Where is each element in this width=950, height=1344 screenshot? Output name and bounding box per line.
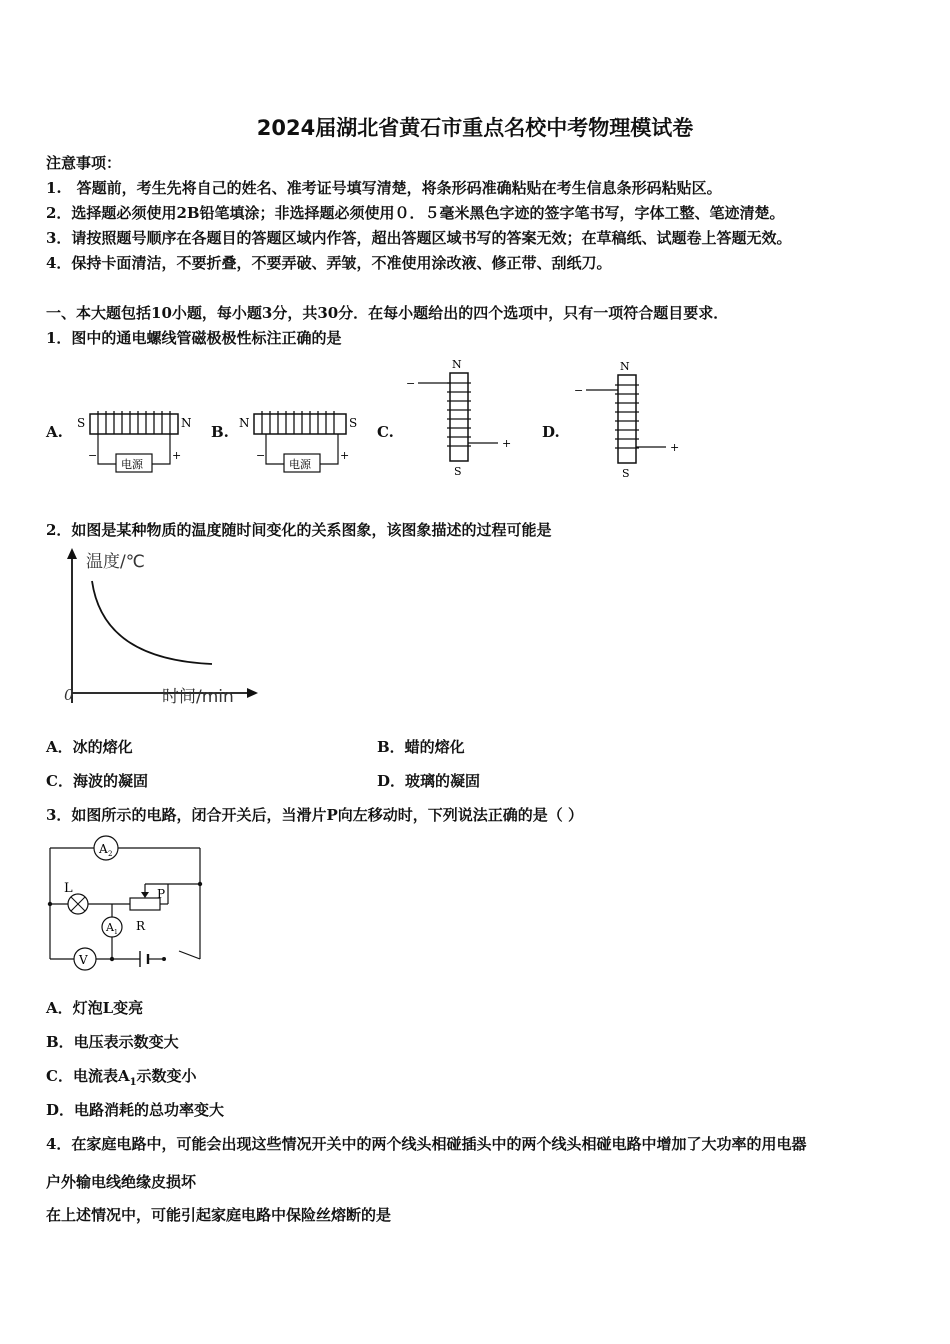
q1-b-minus: − <box>256 449 266 462</box>
q3-option-a: A．灯泡L变亮 <box>46 999 144 1017</box>
notice-item-2: 2．选择题必须使用2B铅笔填涂；非选择题必须使用０．５毫米黑色字迹的签字笔书写，字体工整、笔迹清楚。 <box>46 204 785 222</box>
q1-a-pole-left: S <box>77 416 86 430</box>
q3-option-c: C．电流表$A_1$示数变小 <box>46 1067 197 1088</box>
q1-d-plus: + <box>670 441 680 454</box>
q1-d-pole-bottom: S <box>622 467 630 480</box>
q3-circuit-diagram <box>44 834 214 974</box>
q1-d-minus: − <box>574 384 584 397</box>
q3-voltmeter-label: V <box>79 953 88 967</box>
q1-a-plus: + <box>172 449 182 462</box>
q1-a-minus: − <box>88 449 98 462</box>
q3-slider-label: P <box>157 887 166 901</box>
q1-c-plus: + <box>502 437 512 450</box>
q1-b-pole-left: N <box>239 416 250 430</box>
q1-b-plus: + <box>340 449 350 462</box>
page-title: 2024届湖北省黄石市重点名校中考物理模试卷 <box>256 116 694 140</box>
q1-option-a-label: A. <box>46 423 63 441</box>
q1-b-pole-right: S <box>349 416 358 430</box>
q2-temperature-graph <box>44 545 264 713</box>
q2-option-a: A．冰的熔化 <box>46 738 133 756</box>
q2-ylabel: 温度/℃ <box>86 552 145 572</box>
q2-curve <box>92 581 212 664</box>
q2-option-b: B．蜡的熔化 <box>377 738 465 756</box>
q3-a1-sub: 1 <box>114 929 118 936</box>
q1-c-pole-top: N <box>452 358 462 371</box>
q1-c-minus: − <box>406 377 416 390</box>
q1-d-pole-top: N <box>620 360 630 373</box>
q1-figure-c <box>400 355 520 480</box>
q3-a2-sub: 2 <box>108 850 113 858</box>
q3-option-d: D．电路消耗的总功率变大 <box>46 1101 225 1119</box>
q1-a-power: 电源 <box>121 458 143 471</box>
q1-figure-d <box>568 357 688 482</box>
q1-option-b-label: B. <box>211 423 229 441</box>
q2-origin: 0 <box>64 686 74 704</box>
q2-xlabel: 时间/min <box>162 687 234 707</box>
q2-stem: 2．如图是某种物质的温度随时间变化的关系图象，该图象描述的过程可能是 <box>46 521 552 539</box>
q3-resistor-label: R <box>136 919 146 933</box>
q3-stem: 3．如图所示的电路，闭合开关后，当滑片P向左移动时，下列说法正确的是（ ） <box>46 806 583 824</box>
q4-stem-line2: 户外输电线绝缘皮损坏 <box>46 1173 197 1191</box>
q1-option-c-label: C. <box>377 423 394 441</box>
notice-item-3: 3．请按照题号顺序在各题目的答题区域内作答，超出答题区域书写的答案无效；在草稿纸、试题卷上答题无效。 <box>46 229 792 247</box>
q3-lamp-label: L <box>64 881 73 896</box>
notice-heading: 注意事项： <box>46 154 122 172</box>
q1-b-power: 电源 <box>289 458 311 471</box>
q3-a2-label: A <box>99 842 108 856</box>
q1-figure-a <box>74 402 204 477</box>
q1-stem: 1．图中的通电螺线管磁极极性标注正确的是 <box>46 329 342 347</box>
notice-item-4: 4．保持卡面清洁，不要折叠，不要弄破、弄皱，不准使用涂改液、修正带、刮纸刀。 <box>46 254 612 272</box>
q4-stem-line3: 在上述情况中，可能引起家庭电路中保险丝熔断的是 <box>46 1206 392 1224</box>
q1-c-pole-bottom: S <box>454 465 462 478</box>
q3-option-b: B．电压表示数变大 <box>46 1033 179 1051</box>
q4-stem: 4．在家庭电路中，可能会出现这些情况开关中的两个线头相碰插头中的两个线头相碰电路中增加了大功率的用电器 <box>46 1135 807 1153</box>
notice-item-1: 1. 答题前，考生先将自己的姓名、准考证号填写清楚，将条形码准确粘贴在考生信息条形码粘贴区。 <box>46 179 722 197</box>
q1-option-d-label: D. <box>542 423 560 441</box>
q2-option-c: C．海波的凝固 <box>46 772 148 790</box>
q3-a1-label: A <box>106 921 114 934</box>
q1-figure-b <box>238 402 368 477</box>
section-heading: 一、本大题包括10小题，每小题3分，共30分．在每小题给出的四个选项中，只有一项符合题目要求． <box>46 304 729 322</box>
q2-option-d: D．玻璃的凝固 <box>377 772 481 790</box>
q1-a-pole-right: N <box>181 416 192 430</box>
